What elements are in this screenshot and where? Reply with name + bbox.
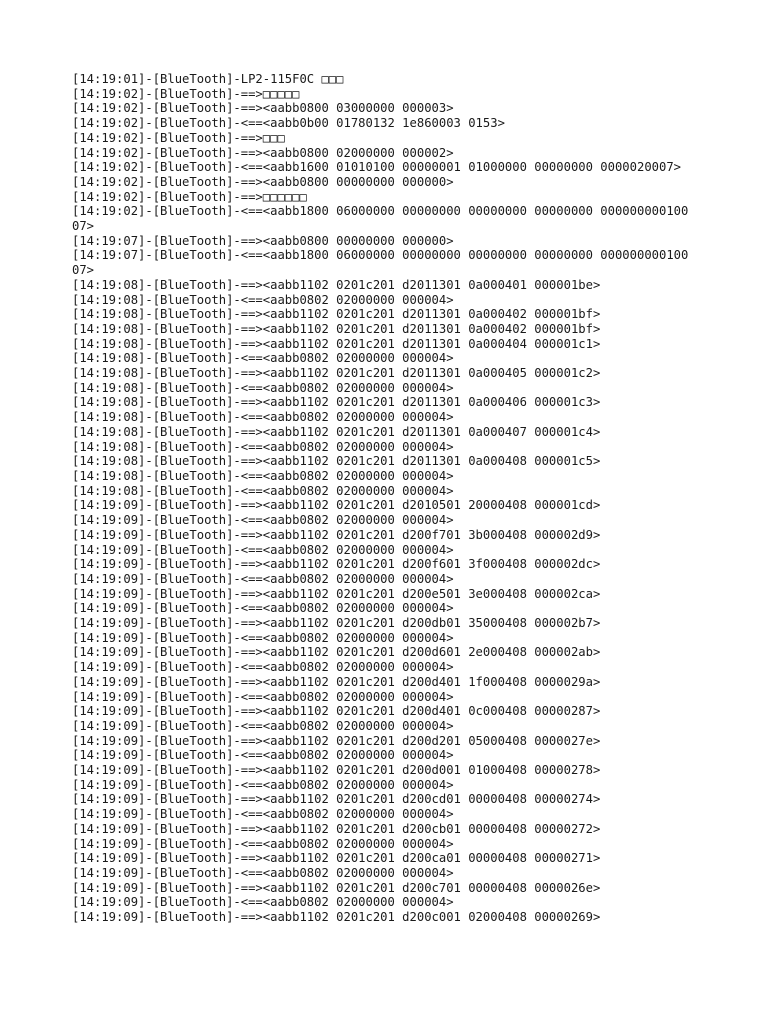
log-line: [14:19:02]-[BlueTooth]-==><aabb0800 00000000 000000> (72, 174, 454, 189)
log-line: [14:19:09]-[BlueTooth]-<==<aabb0802 02000000 000004> (72, 689, 454, 704)
log-line: [14:19:08]-[BlueTooth]-<==<aabb0802 02000000 000004> (72, 468, 454, 483)
log-line: [14:19:08]-[BlueTooth]-<==<aabb0802 02000000 000004> (72, 380, 454, 395)
log-line: [14:19:07]-[BlueTooth]-<==<aabb1800 06000000 00000000 00000000 00000000 00000000010007> (72, 248, 689, 278)
log-line: [14:19:09]-[BlueTooth]-<==<aabb0802 02000000 000004> (72, 571, 454, 586)
log-line: [14:19:08]-[BlueTooth]-<==<aabb0802 02000000 000004> (72, 292, 454, 307)
log-line: [14:19:09]-[BlueTooth]-<==<aabb0802 02000000 000004> (72, 630, 454, 645)
log-line: [14:19:08]-[BlueTooth]-<==<aabb0802 02000000 000004> (72, 410, 454, 425)
log-line: [14:19:08]-[BlueTooth]-<==<aabb0802 02000000 000004> (72, 351, 454, 366)
log-line: [14:19:09]-[BlueTooth]-==><aabb1102 0201c201 d200ca01 00000408 00000271> (72, 851, 601, 866)
log-line: [14:19:02]-[BlueTooth]-<==<aabb1600 01010100 00000001 01000000 00000000 0000020007> (72, 160, 682, 175)
log-line: [14:19:09]-[BlueTooth]-==><aabb1102 0201c201 d200d201 05000408 0000027e> (72, 733, 601, 748)
log-line: [14:19:09]-[BlueTooth]-==><aabb1102 0201c201 d200c001 02000408 00000269> (72, 910, 601, 925)
log-line: [14:19:08]-[BlueTooth]-==><aabb1102 0201c201 d2011301 0a000402 000001bf> (72, 321, 601, 336)
log-line: [14:19:08]-[BlueTooth]-==><aabb1102 0201c201 d2011301 0a000402 000001bf> (72, 307, 601, 322)
log-line: [14:19:08]-[BlueTooth]-<==<aabb0802 02000000 000004> (72, 483, 454, 498)
log-line: [14:19:09]-[BlueTooth]-<==<aabb0802 02000000 000004> (72, 836, 454, 851)
log-line: [14:19:09]-[BlueTooth]-<==<aabb0802 02000000 000004> (72, 807, 454, 822)
log-line: [14:19:09]-[BlueTooth]-==><aabb1102 0201c201 d200f601 3f000408 000002dc> (72, 557, 601, 572)
log-line: [14:19:02]-[BlueTooth]-==>□□□□□ (72, 86, 300, 101)
log-line: [14:19:01]-[BlueTooth]-LP2-115F0C □□□ (72, 72, 344, 86)
log-line: [14:19:09]-[BlueTooth]-==><aabb1102 0201c201 d200d401 0c000408 00000287> (72, 704, 601, 719)
log-line: [14:19:09]-[BlueTooth]-==><aabb1102 0201c201 d200db01 35000408 000002b7> (72, 616, 601, 631)
log-line: [14:19:08]-[BlueTooth]-==><aabb1102 0201c201 d2011301 0a000405 000001c2> (72, 366, 601, 381)
log-line: [14:19:02]-[BlueTooth]-<==<aabb1800 06000000 00000000 00000000 00000000 00000000010007> (72, 204, 689, 234)
log-line: [14:19:09]-[BlueTooth]-==><aabb1102 0201c201 d200d001 01000408 00000278> (72, 763, 601, 778)
log-line: [14:19:08]-[BlueTooth]-==><aabb1102 0201c201 d2011301 0a000407 000001c4> (72, 424, 601, 439)
log-line: [14:19:09]-[BlueTooth]-==><aabb1102 0201c201 d200f701 3b000408 000002d9> (72, 527, 601, 542)
log-line: [14:19:09]-[BlueTooth]-<==<aabb0802 02000000 000004> (72, 718, 454, 733)
log-line: [14:19:08]-[BlueTooth]-==><aabb1102 0201c201 d2011301 0a000408 000001c5> (72, 454, 601, 469)
log-line: [14:19:08]-[BlueTooth]-==><aabb1102 0201c201 d2011301 0a000404 000001c1> (72, 336, 601, 351)
log-line: [14:19:09]-[BlueTooth]-==><aabb1102 0201c201 d200cd01 00000408 00000274> (72, 792, 601, 807)
log-line: [14:19:02]-[BlueTooth]-<==<aabb0b00 01780132 1e860003 0153> (72, 116, 505, 131)
log-line: [14:19:09]-[BlueTooth]-<==<aabb0802 02000000 000004> (72, 748, 454, 763)
log-line: [14:19:09]-[BlueTooth]-==><aabb1102 0201c201 d200e501 3e000408 000002ca> (72, 586, 601, 601)
log-line: [14:19:09]-[BlueTooth]-<==<aabb0802 02000000 000004> (72, 660, 454, 675)
bluetooth-log (72, 72, 692, 925)
log-line: [14:19:08]-[BlueTooth]-<==<aabb0802 02000000 000004> (72, 439, 454, 454)
log-line: [14:19:02]-[BlueTooth]-==><aabb0800 02000000 000002> (72, 145, 454, 160)
log-line: [14:19:02]-[BlueTooth]-==>□□□ (72, 130, 285, 145)
log-line: [14:19:09]-[BlueTooth]-==><aabb1102 0201c201 d200d601 2e000408 000002ab> (72, 645, 601, 660)
log-line: [14:19:09]-[BlueTooth]-==><aabb1102 0201c201 d200cb01 00000408 00000272> (72, 821, 601, 836)
log-line: [14:19:09]-[BlueTooth]-==><aabb1102 0201c201 d200d401 1f000408 0000029a> (72, 674, 601, 689)
log-line: [14:19:08]-[BlueTooth]-==><aabb1102 0201c201 d2011301 0a000406 000001c3> (72, 395, 601, 410)
log-line: [14:19:09]-[BlueTooth]-<==<aabb0802 02000000 000004> (72, 777, 454, 792)
log-line: [14:19:09]-[BlueTooth]-<==<aabb0802 02000000 000004> (72, 542, 454, 557)
log-line: [14:19:02]-[BlueTooth]-==>□□□□□□ (72, 189, 307, 204)
log-line: [14:19:02]-[BlueTooth]-==><aabb0800 03000000 000003> (72, 101, 454, 116)
log-line: [14:19:09]-[BlueTooth]-<==<aabb0802 02000000 000004> (72, 865, 454, 880)
log-line: [14:19:09]-[BlueTooth]-<==<aabb0802 02000000 000004> (72, 895, 454, 910)
log-line: [14:19:08]-[BlueTooth]-==><aabb1102 0201c201 d2011301 0a000401 000001be> (72, 277, 601, 292)
log-line: [14:19:07]-[BlueTooth]-==><aabb0800 00000000 000000> (72, 233, 454, 248)
log-line: [14:19:09]-[BlueTooth]-<==<aabb0802 02000000 000004> (72, 513, 454, 528)
log-line: [14:19:09]-[BlueTooth]-==><aabb1102 0201c201 d200c701 00000408 0000026e> (72, 880, 601, 895)
log-line: [14:19:09]-[BlueTooth]-==><aabb1102 0201c201 d2010501 20000408 000001cd> (72, 498, 601, 513)
log-line: [14:19:09]-[BlueTooth]-<==<aabb0802 02000000 000004> (72, 601, 454, 616)
